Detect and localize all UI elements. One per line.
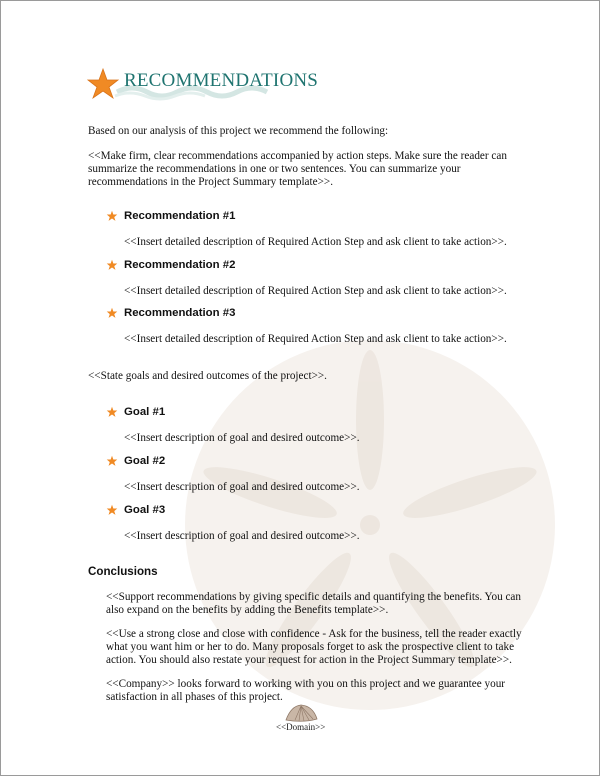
star-bullet-icon — [106, 259, 118, 271]
goal-description: <<Insert description of goal and desired outcome>>. — [124, 432, 360, 444]
footer-domain: <<Domain>> — [276, 722, 326, 732]
goal-heading: Goal #1 — [124, 406, 166, 418]
instructions-line-2: summarize the recommendations in one or two sentences. You can summarize your — [88, 163, 461, 175]
seashell-icon — [283, 703, 319, 723]
conclusions-para-3-line-2: satisfaction in all phases of this project. — [106, 691, 283, 703]
recommendation-heading: Recommendation #2 — [124, 259, 236, 271]
conclusions-para-2-line-1: <<Use a strong close and close with confidence - Ask for the business, tell the reader exactly — [106, 628, 522, 640]
instructions-line-3: recommendations in the Project Summary template>>. — [88, 176, 334, 188]
goal-description: <<Insert description of goal and desired outcome>>. — [124, 530, 360, 542]
conclusions-para-1-line-1: <<Support recommendations by giving specific details and quantifying the benefits. You can — [106, 591, 521, 603]
intro-text: Based on our analysis of this project we recommend the following: — [88, 125, 389, 137]
star-bullet-icon — [106, 455, 118, 467]
instructions-line-1: <<Make firm, clear recommendations accompanied by action steps. Make sure the reader can — [88, 150, 507, 162]
recommendation-description: <<Insert detailed description of Required Action Step and ask client to take action>>. — [124, 333, 507, 345]
recommendation-heading: Recommendation #3 — [124, 307, 236, 319]
conclusions-para-2-line-3: action. You should also restate your request for action in the Project Summary template>>. — [106, 654, 512, 666]
star-bullet-icon — [106, 210, 118, 222]
conclusions-para-3-line-1: <<Company>> looks forward to working with you on this project and we guarantee your — [106, 678, 506, 690]
star-bullet-icon — [106, 307, 118, 319]
starfish-icon — [88, 69, 118, 98]
conclusions-heading: Conclusions — [88, 565, 158, 578]
goals-intro-text: <<State goals and desired outcomes of the project>>. — [88, 370, 327, 382]
recommendation-heading: Recommendation #1 — [124, 210, 236, 222]
goal-heading: Goal #2 — [124, 455, 166, 467]
page-title: RECOMMENDATIONS — [124, 70, 319, 91]
recommendation-description: <<Insert detailed description of Required Action Step and ask client to take action>>. — [124, 236, 507, 248]
goal-description: <<Insert description of goal and desired outcome>>. — [124, 481, 360, 493]
goal-heading: Goal #3 — [124, 504, 166, 516]
conclusions-para-2-line-2: what you want him or her to do. Many proposals forget to ask the prospective client to take — [106, 641, 515, 653]
star-bullet-icon — [106, 504, 118, 516]
conclusions-para-1-line-2: also expand on the benefits by adding the Benefits template>>. — [106, 604, 389, 616]
recommendation-description: <<Insert detailed description of Required Action Step and ask client to take action>>. — [124, 285, 507, 297]
star-bullet-icon — [106, 406, 118, 418]
